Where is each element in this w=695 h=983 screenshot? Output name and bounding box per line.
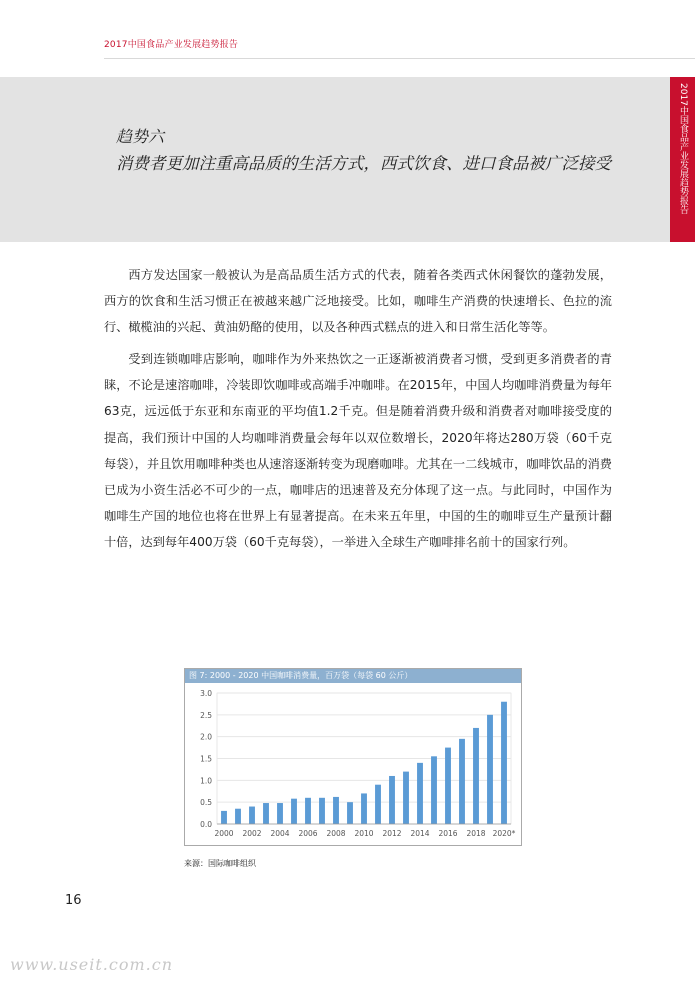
x-tick-label: 2020* bbox=[492, 829, 516, 838]
y-tick-label: 2.5 bbox=[200, 710, 212, 720]
x-tick-label: 2008 bbox=[326, 829, 346, 838]
bar-2015 bbox=[431, 756, 437, 824]
bar-2016 bbox=[445, 748, 451, 824]
bar-2007 bbox=[319, 798, 325, 824]
x-tick-label: 2012 bbox=[382, 829, 402, 838]
y-tick-label: 0.5 bbox=[200, 798, 212, 808]
x-tick-label: 2000 bbox=[214, 829, 234, 838]
body-text bbox=[104, 262, 612, 561]
x-tick-label: 2004 bbox=[270, 829, 290, 838]
paragraph: 受到连锁咖啡店影响，咖啡作为外来热饮之一正逐渐被消费者习惯，受到更多消费者的青睐，不论是速溶咖啡，冷装即饮咖啡或高端手冲咖啡。在2015年，中国人均咖啡消费量为每年63克，远远低于东亚和东南亚的平均值1.2千克。但是随着消费升级和消费者对咖啡接受度的提高，我们预计中国的人均咖啡消费量会每年以双位数增长，2020年将达280万袋（60千克每袋），并且饮用咖啡种类也从速溶逐渐转变为现磨咖啡。尤其在一二线城市，咖啡饮品的消费已成为小资生活必不可少的一点，咖啡店的迅速普及充分体现了这一点。与此同时，中国作为咖啡生产国的地位也将在世界上有显著提高。在未来五年里，中国的生的咖啡豆生产量预计翻十倍，达到每年400万袋（60千克每袋），一举进入全球生产咖啡排名前十的国家行列。 bbox=[104, 352, 612, 549]
running-header-title: 2017中国食品产业发展趋势报告 bbox=[104, 40, 239, 50]
bar-2001 bbox=[235, 809, 241, 824]
x-tick-label: 2014 bbox=[410, 829, 430, 838]
bar-2012 bbox=[389, 776, 395, 824]
figure-caption: 图 7: 2000 - 2020 中国咖啡消费量，百万袋（每袋 60 公斤） bbox=[185, 669, 521, 683]
trend-label: 趋势六 bbox=[116, 127, 165, 146]
paragraph: 西方发达国家一般被认为是高品质生活方式的代表，随着各类西式休闲餐饮的蓬勃发展，西方的饮食和生活习惯正在被越来越广泛地接受。比如，咖啡生产消费的快速增长、色拉的流行、橄榄油的兴起、黄油奶酪的使用，以及各种西式糕点的进入和日常生活化等等。 bbox=[104, 268, 612, 335]
y-tick-label: 3.0 bbox=[200, 689, 212, 698]
bar-2011 bbox=[375, 785, 381, 824]
side-tab bbox=[670, 77, 695, 242]
bar-2006 bbox=[305, 798, 311, 824]
y-tick-label: 1.5 bbox=[200, 754, 212, 764]
bar-2005 bbox=[291, 799, 297, 824]
x-tick-label: 2002 bbox=[242, 829, 262, 838]
side-tab-label: 2017中国食品产业发展趋势报告 bbox=[678, 83, 688, 214]
figure-7 bbox=[184, 668, 522, 846]
bar-2020 bbox=[501, 702, 507, 824]
bar-2003 bbox=[263, 803, 269, 824]
trend-title: 消费者更加注重高品质的生活方式，西式饮食、进口食品被广泛接受 bbox=[116, 154, 611, 173]
bar-2013 bbox=[403, 772, 409, 824]
watermark: www.useit.com.cn bbox=[10, 955, 174, 974]
page-number: 16 bbox=[65, 893, 82, 908]
bar-2014 bbox=[417, 763, 423, 824]
bar-2004 bbox=[277, 803, 283, 824]
figure-source: 来源：国际咖啡组织 bbox=[184, 859, 256, 868]
bar-2017 bbox=[459, 739, 465, 824]
bar-2009 bbox=[347, 802, 353, 824]
bar-2018 bbox=[473, 728, 479, 824]
header-rule bbox=[104, 58, 695, 59]
x-tick-label: 2006 bbox=[298, 829, 318, 838]
bar-2019 bbox=[487, 715, 493, 824]
y-tick-label: 0.0 bbox=[200, 820, 212, 829]
y-tick-label: 2.0 bbox=[200, 732, 212, 742]
x-tick-label: 2018 bbox=[466, 829, 486, 838]
y-tick-label: 1.0 bbox=[200, 776, 212, 786]
x-tick-label: 2010 bbox=[354, 829, 374, 838]
bar-2000 bbox=[221, 811, 227, 824]
coffee-consumption-chart bbox=[185, 683, 521, 845]
bar-2002 bbox=[249, 807, 255, 824]
bar-2010 bbox=[361, 793, 367, 824]
bar-2008 bbox=[333, 797, 339, 824]
x-tick-label: 2016 bbox=[438, 829, 458, 838]
